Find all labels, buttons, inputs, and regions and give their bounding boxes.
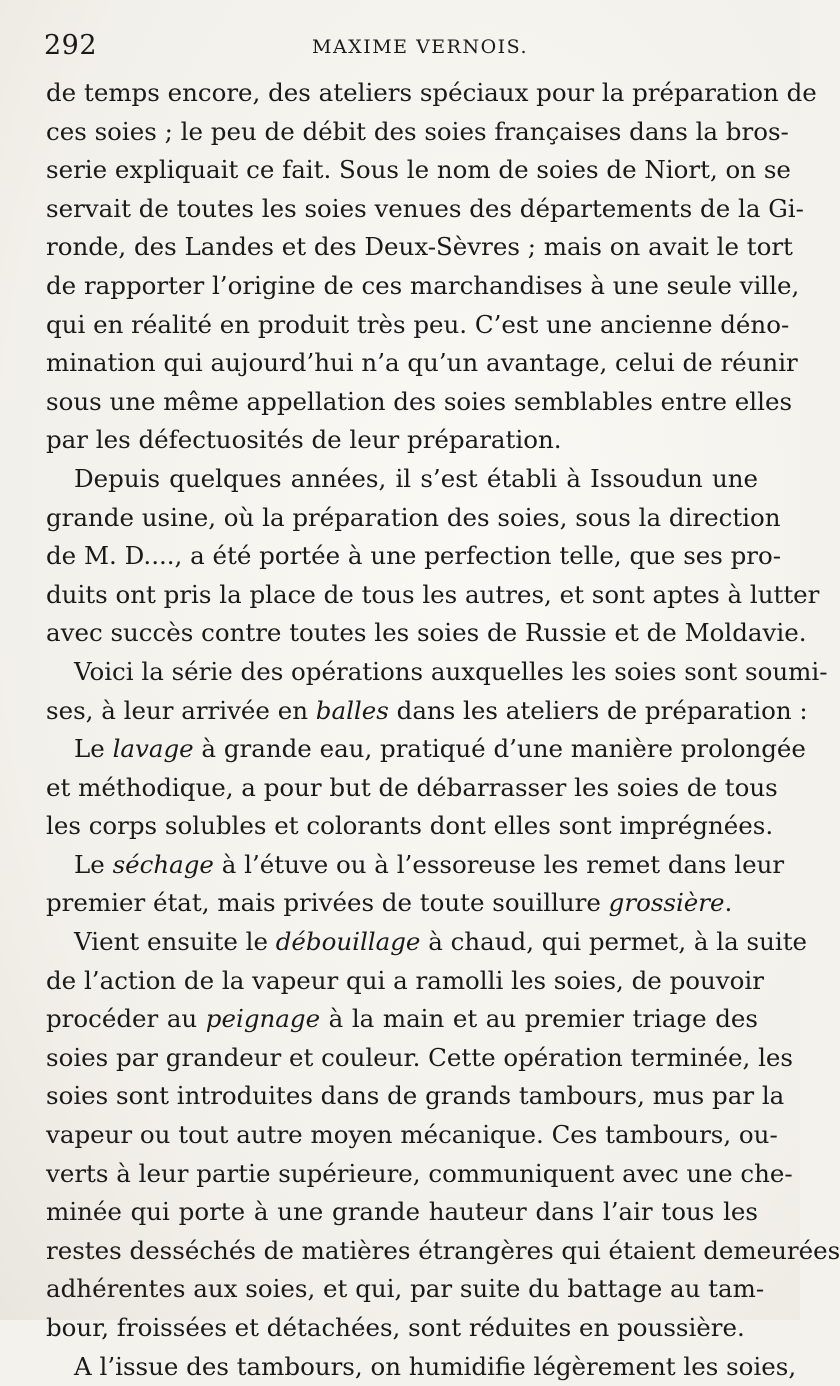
text-line: sous une même appellation des soies semblables entre elles	[46, 386, 793, 416]
text-line: soies par grandeur et couleur. Cette opération terminée, les	[46, 1042, 793, 1072]
italic-term: lavage	[112, 734, 194, 764]
text-line: grande usine, où la préparation des soies, sous la direction	[46, 502, 781, 532]
text-segment: dans les ateliers de préparation :	[388, 695, 808, 725]
text-segment: à chaud, qui permet, à la suite	[420, 927, 808, 957]
text-line: bour, froissées et détachées, sont réduites en poussière.	[46, 1313, 745, 1342]
text-line: soies sont introduites dans de grands tambours, mus par la	[46, 1081, 785, 1111]
text-segment: premier état, mais privées de toute souillure	[46, 888, 609, 918]
text-segment: à la main et au premier triage des	[320, 1004, 758, 1034]
text-line	[46, 730, 806, 769]
text-line: A l’issue des tambours, on humidifie légèrement les soies,	[74, 1351, 797, 1381]
text-line: ces soies ; le peu de débit des soies françaises dans la bros-	[46, 116, 789, 146]
text-line: serie expliquait ce fait. Sous le nom de soies de Niort, on se	[46, 155, 791, 185]
text-segment: Le	[74, 734, 113, 764]
page-header	[44, 30, 756, 70]
text-line	[46, 846, 785, 885]
italic-term: balles	[315, 695, 389, 725]
italic-term: séchage	[112, 849, 214, 879]
page-number: 292	[44, 30, 98, 61]
italic-term: peignage	[205, 1004, 321, 1034]
text-line	[46, 884, 758, 923]
text-line: et méthodique, a pour but de débarrasser les soies de tous	[46, 772, 778, 802]
text-segment: .	[724, 888, 733, 918]
text-line: de l’action de la vapeur qui a ramolli les soies, de pouvoir	[46, 965, 764, 995]
running-head: MAXIME VERNOIS.	[312, 36, 529, 58]
text-line: duits ont pris la place de tous les autres, et sont aptes à lutter	[46, 579, 820, 609]
text-line	[46, 1000, 758, 1039]
italic-term: grossière	[608, 888, 725, 918]
text-segment: à l’étuve ou à l’essoreuse les remet dans leur	[213, 849, 785, 879]
text-segment: ses, à leur arrivée en	[46, 695, 316, 725]
text-line: vapeur ou tout autre moyen mécanique. Ces tambours, ou-	[46, 1120, 778, 1150]
text-line: adhérentes aux soies, et qui, par suite du battage au tam-	[46, 1274, 765, 1304]
text-segment: à grande eau, pratiqué d’une manière prolongée	[193, 734, 806, 764]
text-segment: procéder au	[46, 1004, 206, 1034]
text-line: servait de toutes les soies venues des départements de la Gi-	[46, 193, 804, 223]
text-line: par les défectuosités de leur préparation.	[46, 425, 562, 455]
text-line: qui en réalité en produit très peu. C’est une ancienne déno-	[46, 309, 790, 339]
text-line: de temps encore, des ateliers spéciaux pour la préparation de	[46, 78, 817, 107]
text-line: Voici la série des opérations auxquelles les soies sont soumi-	[74, 656, 828, 686]
body-text	[46, 74, 840, 1386]
text-line: avec succès contre toutes les soies de Russie et de Moldavie.	[46, 618, 807, 648]
italic-term: débouillage	[275, 927, 421, 957]
text-line: de rapporter l’origine de ces marchandises à une seule ville,	[46, 270, 800, 300]
text-line	[46, 923, 808, 962]
text-line: restes desséchés de matières étrangères qui étaient demeurées	[46, 1235, 840, 1265]
text-line: Depuis quelques années, il s’est établi à Issoudun une	[74, 463, 758, 493]
text-line: verts à leur partie supérieure, communiquent avec une che-	[46, 1158, 793, 1188]
text-line: ronde, des Landes et des Deux-Sèvres ; mais on avait le tort	[46, 232, 793, 262]
text-line: de M. D...., a été portée à une perfection telle, que ses pro-	[46, 541, 782, 571]
text-line: minée qui porte à une grande hauteur dans l’air tous les	[46, 1197, 758, 1227]
text-line: mination qui aujourd’hui n’a qu’un avantage, celui de réunir	[46, 348, 798, 378]
text-line: les corps solubles et colorants dont elles sont imprégnées.	[46, 811, 774, 841]
text-segment: Vient ensuite le	[74, 927, 276, 957]
text-segment: Le	[74, 849, 113, 879]
text-line	[46, 692, 808, 731]
